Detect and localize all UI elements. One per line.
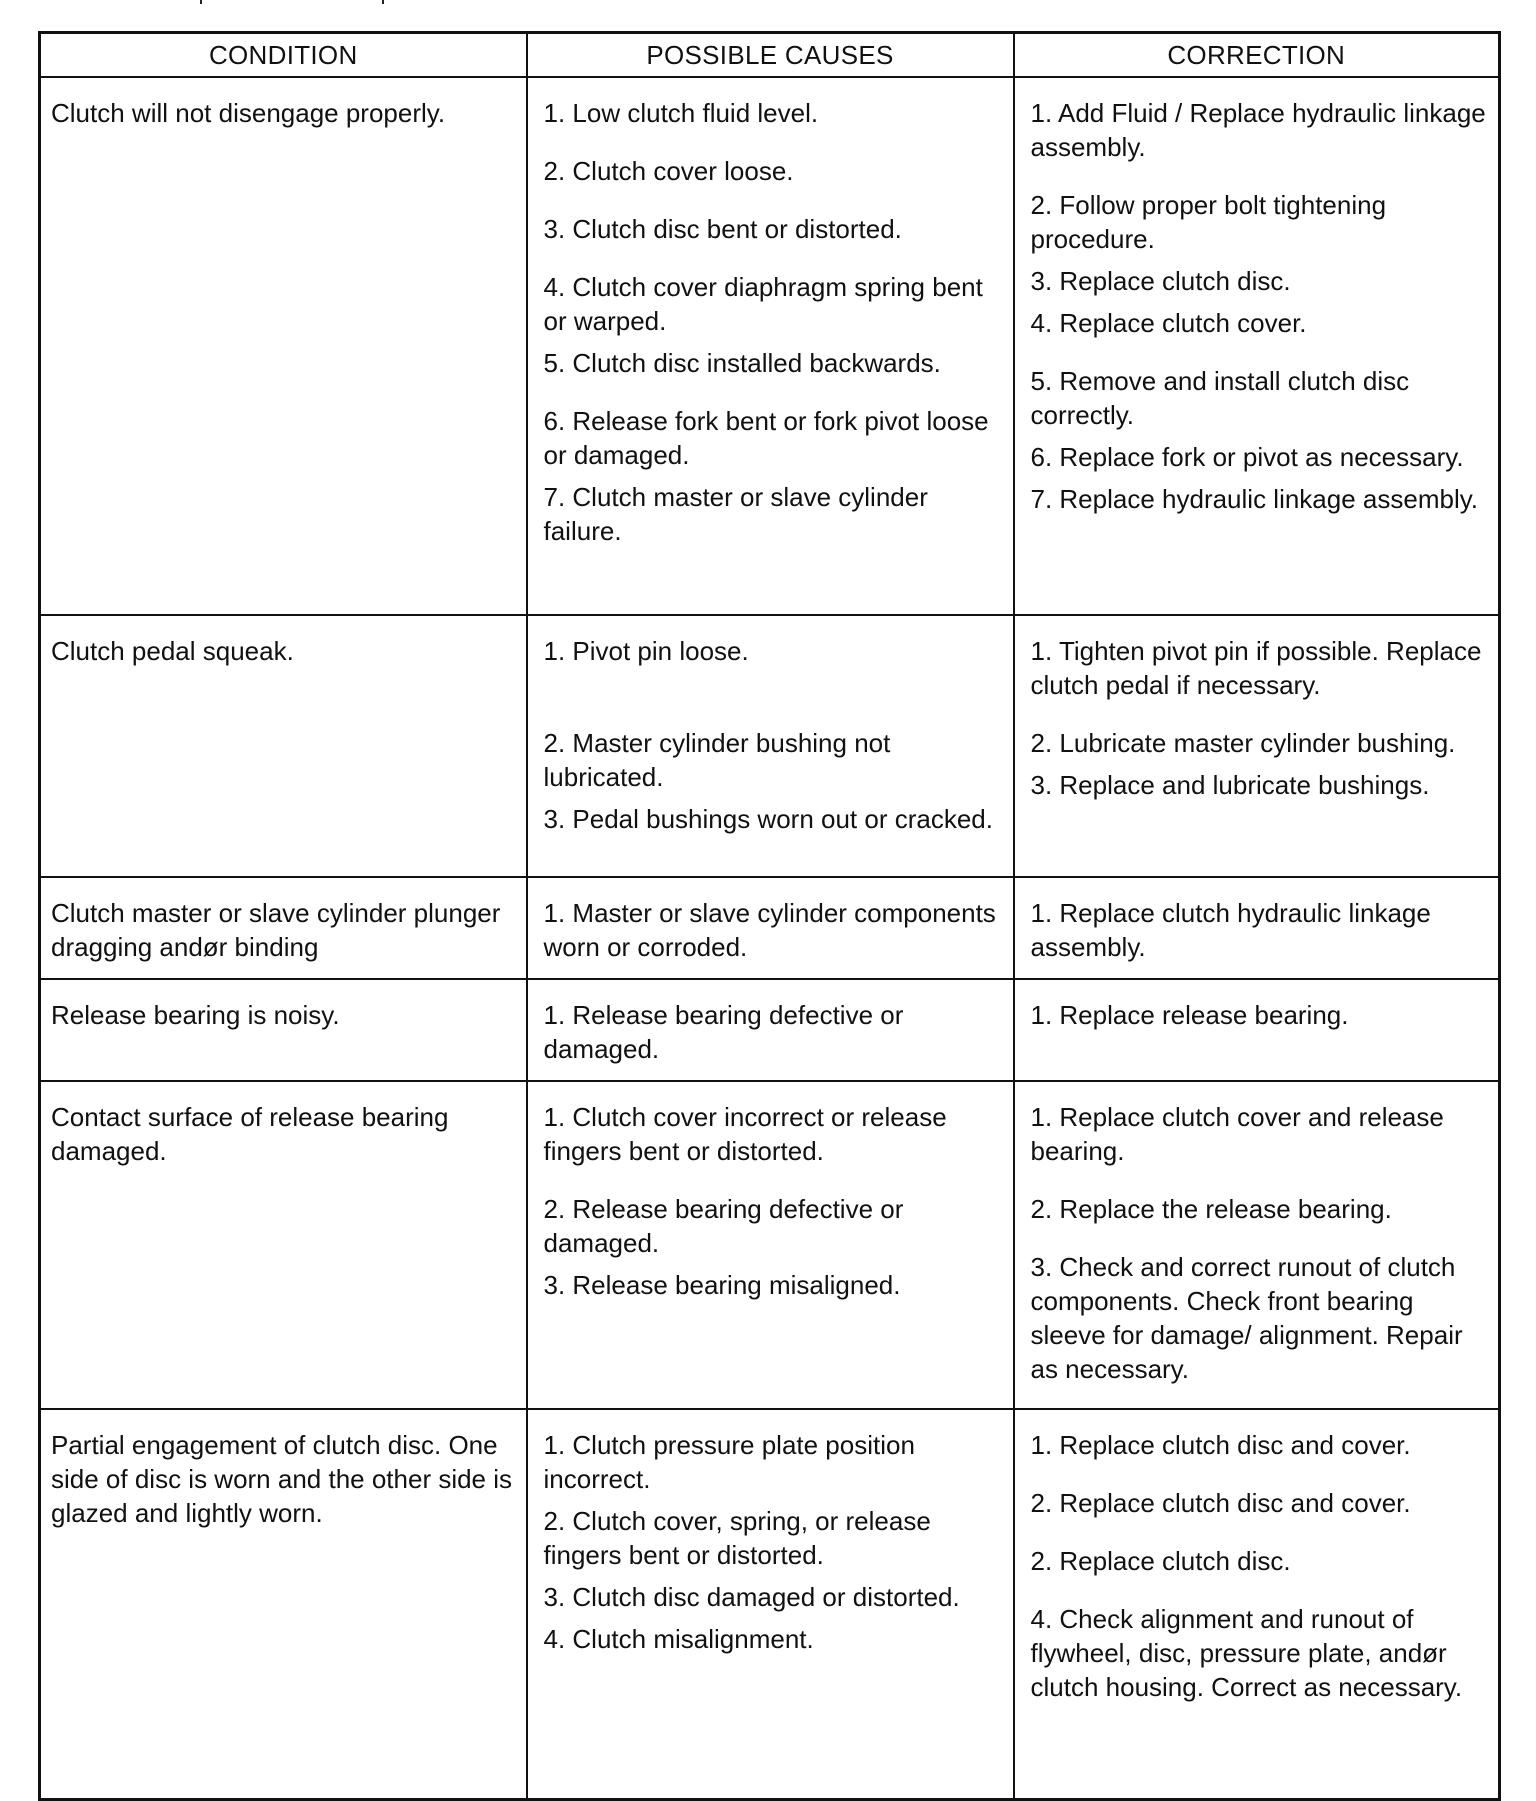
causes-cell [527, 979, 1014, 1081]
correction-item: 1. Tighten pivot pin if possible. Replace clutch pedal if necessary. [1030, 636, 1482, 700]
cause-item: 7. Clutch master or slave cylinder failure. [543, 482, 928, 546]
cause-item: 3. Release bearing misaligned. [543, 1270, 901, 1300]
cause-item: 6. Release fork bent or fork pivot loose or damaged. [543, 406, 989, 470]
correction-item: 2. Replace the release bearing. [1030, 1194, 1392, 1224]
condition-cell: Contact surface of release bearing damaged. [40, 1081, 527, 1409]
causes-cell [527, 877, 1014, 979]
cause-item: 1. Clutch cover incorrect or release fingers bent or distorted. [543, 1102, 947, 1166]
correction-item: 1. Replace release bearing. [1030, 1000, 1349, 1030]
cause-item: 5. Clutch disc installed backwards. [543, 348, 941, 378]
table-row [40, 1409, 1500, 1799]
correction-item: 3. Replace and lubricate bushings. [1030, 770, 1430, 800]
correction-item: 1. Replace clutch hydraulic linkage assembly. [1030, 898, 1431, 962]
cause-item: 2. Clutch cover loose. [543, 156, 794, 186]
cause-item: 2. Master cylinder bushing not lubricated. [543, 728, 891, 792]
cropped-header-fragment [200, 0, 390, 8]
header-correction: CORRECTION [1014, 33, 1500, 78]
cause-item: 4. Clutch cover diaphragm spring bent or warped. [543, 272, 983, 336]
correction-item: 3. Replace clutch disc. [1030, 266, 1291, 296]
correction-item: 2. Replace clutch disc. [1030, 1546, 1291, 1576]
cause-item: 4. Clutch misalignment. [543, 1624, 814, 1654]
corrections-cell [1014, 615, 1500, 877]
corrections-cell [1014, 877, 1500, 979]
cause-item: 2. Release bearing defective or damaged. [543, 1194, 904, 1258]
table-row [40, 877, 1500, 979]
table-row [40, 77, 1500, 615]
correction-item: 5. Remove and install clutch disc correctly. [1030, 366, 1410, 430]
correction-item: 2. Lubricate master cylinder bushing. [1030, 728, 1456, 758]
corrections-cell [1014, 979, 1500, 1081]
cause-item: 1. Clutch pressure plate position incorrect. [543, 1430, 915, 1494]
correction-item: 4. Replace clutch cover. [1030, 308, 1307, 338]
fragment-mark [200, 0, 202, 4]
cause-item: 3. Clutch disc damaged or distorted. [543, 1582, 960, 1612]
condition-cell: Clutch pedal squeak. [40, 615, 527, 877]
correction-item: 7. Replace hydraulic linkage assembly. [1030, 484, 1479, 514]
table-row [40, 615, 1500, 877]
cause-item: 1. Pivot pin loose. [543, 636, 749, 666]
condition-cell: Partial engagement of clutch disc. One side of disc is worn and the other side is glazed and lightly worn. [40, 1409, 527, 1799]
table-row [40, 979, 1500, 1081]
correction-item: 3. Check and correct runout of clutch components. Check front bearing sleeve for damage/ alignment. Repair as necessary. [1030, 1252, 1463, 1384]
diagnosis-table [38, 31, 1501, 1801]
condition-cell: Clutch will not disengage properly. [40, 77, 527, 615]
correction-item: 2. Replace clutch disc and cover. [1030, 1488, 1411, 1518]
correction-item: 4. Check alignment and runout of flywheel, disc, pressure plate, andør clutch housing. Correct as necessary. [1030, 1604, 1463, 1702]
causes-cell [527, 1409, 1014, 1799]
condition-cell: Clutch master or slave cylinder plunger dragging andør binding [40, 877, 527, 979]
corrections-cell [1014, 77, 1500, 615]
header-row [40, 33, 1500, 78]
correction-item: 2. Follow proper bolt tightening procedure. [1030, 190, 1387, 254]
condition-cell: Release bearing is noisy. [40, 979, 527, 1081]
table-row [40, 1081, 1500, 1409]
correction-item: 6. Replace fork or pivot as necessary. [1030, 442, 1464, 472]
causes-cell [527, 615, 1014, 877]
causes-cell [527, 1081, 1014, 1409]
cause-item: 1. Release bearing defective or damaged. [543, 1000, 904, 1064]
cause-item: 1. Master or slave cylinder components worn or corroded. [543, 898, 996, 962]
causes-cell [527, 77, 1014, 615]
header-condition: CONDITION [40, 33, 527, 78]
fragment-mark [382, 0, 384, 4]
header-possible-causes: POSSIBLE CAUSES [527, 33, 1014, 78]
cause-item: 1. Low clutch fluid level. [543, 98, 819, 128]
cause-item: 2. Clutch cover, spring, or release fingers bent or distorted. [543, 1506, 931, 1570]
corrections-cell [1014, 1409, 1500, 1799]
correction-item: 1. Replace clutch disc and cover. [1030, 1430, 1411, 1460]
cause-item: 3. Clutch disc bent or distorted. [543, 214, 902, 244]
correction-item: 1. Add Fluid / Replace hydraulic linkage assembly. [1030, 98, 1486, 162]
corrections-cell [1014, 1081, 1500, 1409]
cause-item: 3. Pedal bushings worn out or cracked. [543, 804, 993, 834]
correction-item: 1. Replace clutch cover and release bearing. [1030, 1102, 1444, 1166]
